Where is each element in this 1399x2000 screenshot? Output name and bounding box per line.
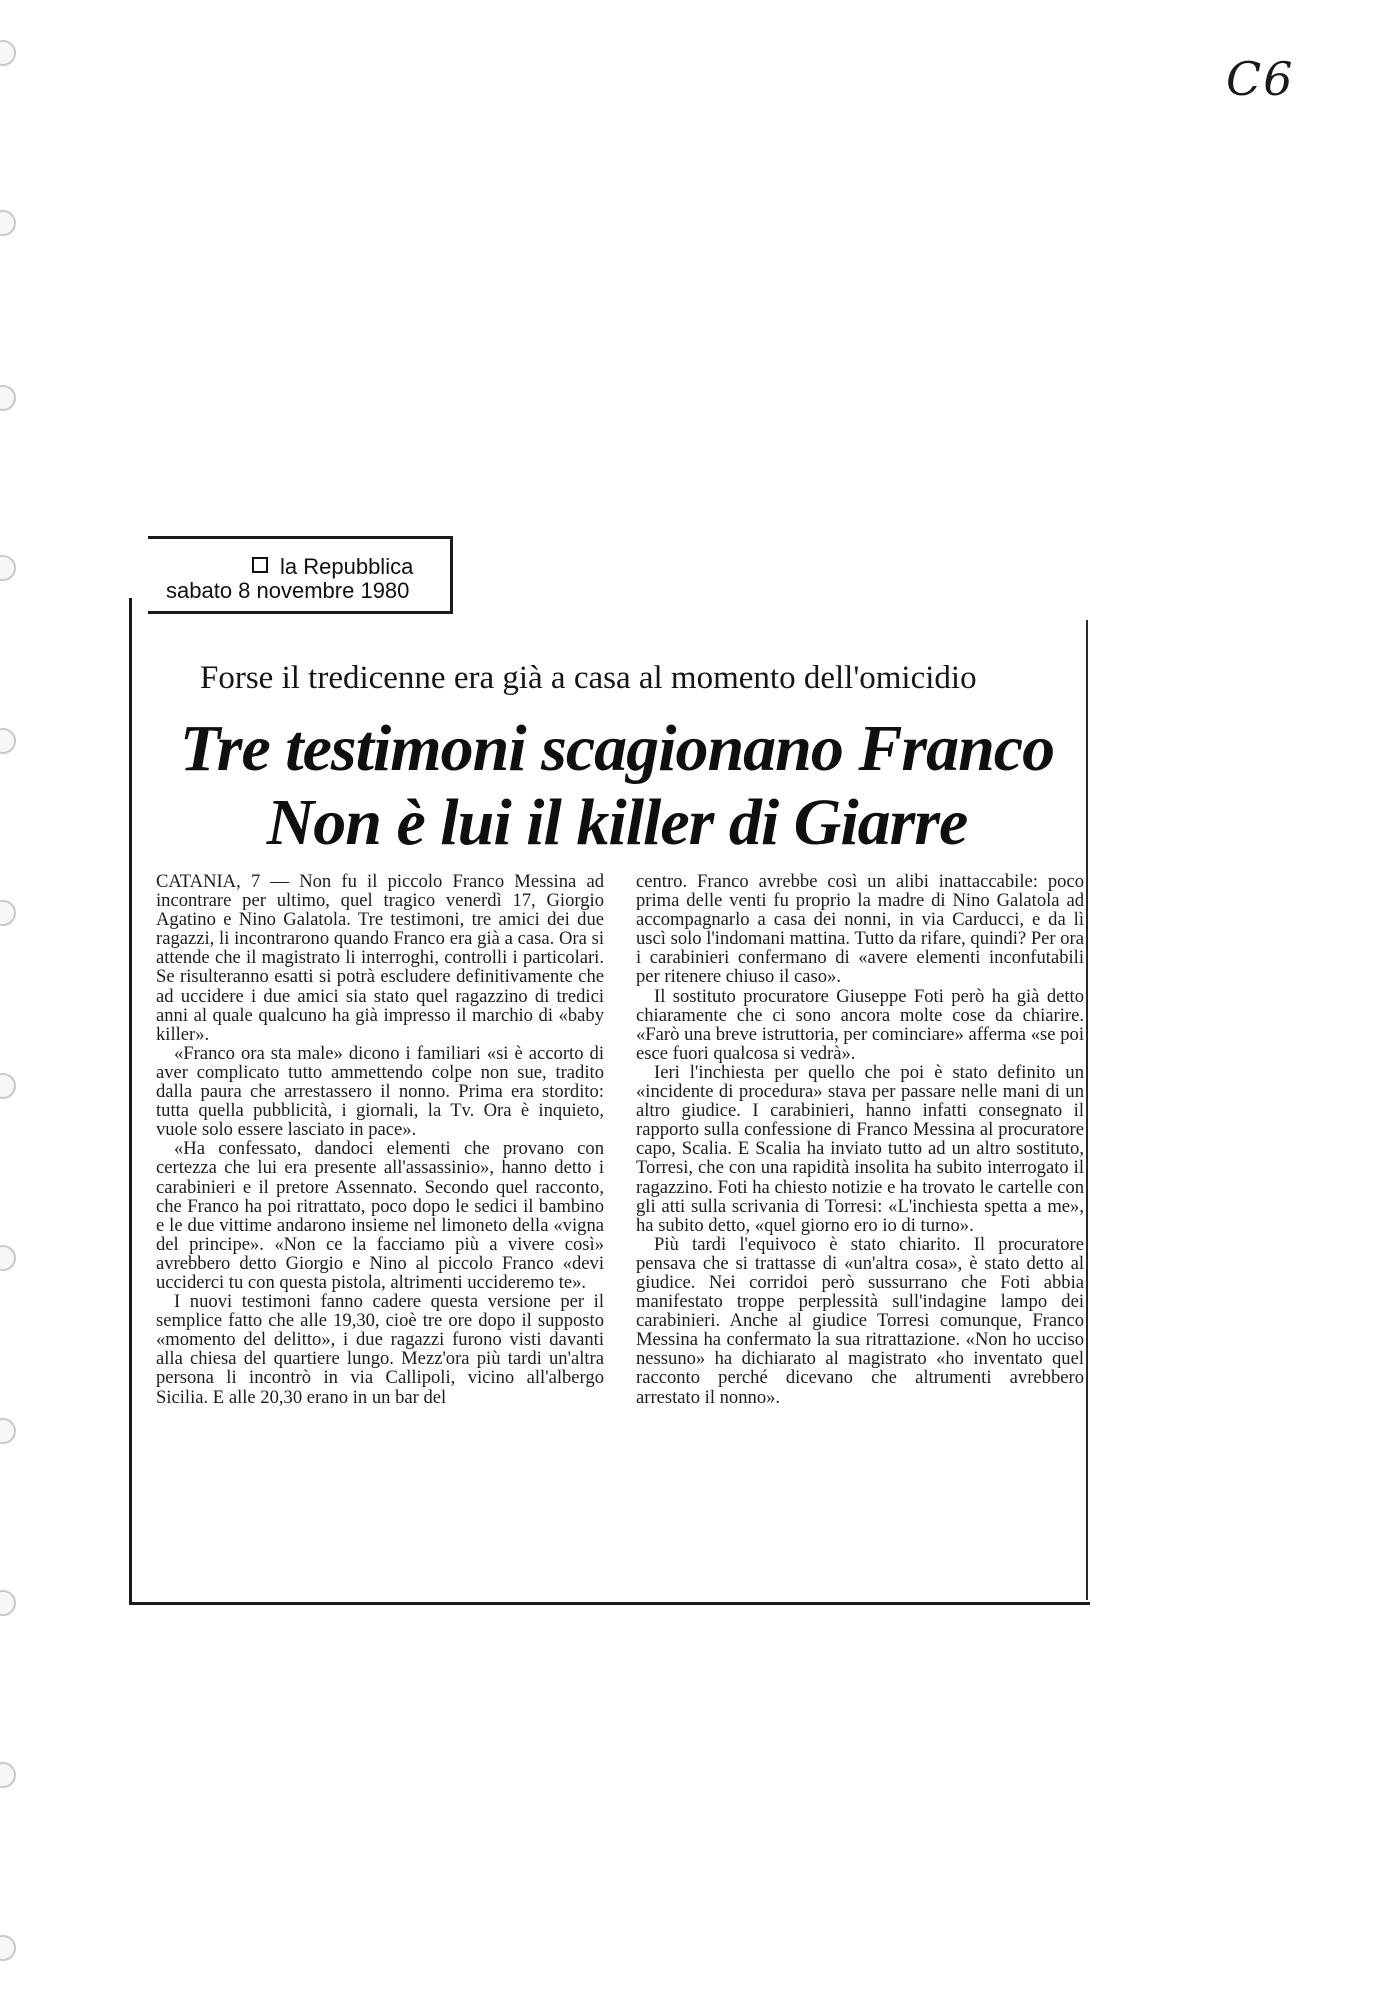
punch-hole — [0, 555, 16, 581]
headline-line-2: Non è lui il killer di Giarre — [266, 786, 968, 859]
newspaper-name: la Repubblica — [280, 554, 414, 579]
punch-hole — [0, 900, 16, 926]
square-bullet-icon — [252, 557, 268, 573]
paragraph: CATANIA, 7 — Non fu il piccolo Franco Messina ad incontrare per ultimo, quel tragico venerdì 17, Giorgio Agatino e Nino Galatola. Tre testimoni, tre amici dei due ragazzi, li incontrarono quando Franco era già a casa. Ora si attende che il magistrato li interroghi, controlli i particolari. Se risulteranno esatti si potrà escludere definitivamente che ad uccidere i due amici sia stato quel ragazzino di tredici anni al quale qualcuno ha già impresso il marchio di «baby killer». — [156, 871, 604, 1045]
punch-hole — [0, 1073, 16, 1099]
paragraph: «Franco ora sta male» dicono i familiari «si è accorto di aver complicato tutto ammettendo colpe non sue, tradito dalla paura che arrestassero il nonno. Prima era stordito: tutta quella pubblicità, i giornali, la Tv. Ora è inquieto, vuole solo essere lasciato in pace». — [156, 1042, 604, 1141]
paragraph: «Ha confessato, dandoci elementi che provano con certezza che lui era presente all'assassinio», hanno detto i carabinieri e il pretore Assennato. Secondo quel racconto, che Franco ha poi ritrattato, poco dopo le sedici il bambino e le due vittime andarono insieme nel limoneto della «vigna del principe». «Non ce la facciamo più a vivere così» avrebbero detto Giorgio e Nino al piccolo Franco «devi ucciderci tu con questa pistola, altrimenti uccideremo te». — [156, 1138, 604, 1293]
punch-hole — [0, 40, 16, 66]
source-date: sabato 8 novembre 1980 — [166, 578, 410, 603]
punch-hole — [0, 1418, 16, 1444]
paragraph: Più tardi l'equivoco è stato chiarito. Il procuratore pensava che si trattasse di «un'altra cosa», è stato detto al giudice. Nei corridoi però sussurrano che Foti abbia manifestato troppe perplessità sull'indagine lampo dei carabinieri. Anche al giudice Torresi comunque, Franco Messina ha confermato la sua ritrattazione. «Non ho ucciso nessuno» ha dichiarato al magistrato «ho inventato quel racconto perché dicevano che altrumenti avrebbero arrestato il nonno». — [636, 1233, 1084, 1408]
punch-hole — [0, 728, 16, 754]
paragraph: I nuovi testimoni fanno cadere questa versione per il semplice fatto che alle 19,30, cioè tre ore dopo il supposto «momento del delitto», i due ragazzi furono visti davanti alla chiesa del quartiere lungo. Mezz'ora più tardi un'altra persona li incontrò in via Callipoli, vicino all'albergo Sicilia. E alle 20,30 erano in un bar del — [156, 1291, 604, 1408]
article-column-right — [636, 872, 1084, 1407]
paragraph: Il sostituto procuratore Giuseppe Foti però ha già detto chiaramente che ci sono ancora molte cose da chiarire. «Farò una breve istruttoria, per cominciare» afferma «se poi esce fuori qualcosa si vedrà». — [636, 985, 1084, 1064]
punch-hole — [0, 1762, 16, 1788]
headline-line-1: Tre testimoni scagionano Franco — [179, 712, 1055, 785]
handwritten-annotation: C6 — [1226, 52, 1295, 106]
punch-hole — [0, 1590, 16, 1616]
paragraph: Ieri l'inchiesta per quello che poi è stato definito un «incidente di procedura» stava per passare nelle mani di un altro giudice. I carabinieri, hanno infatti consegnato il rapporto sulla confessione di Franco Messina al procuratore capo, Scalia. E Scalia ha inviato tutto ad un altro sostituto, Torresi, che con una rapidità insolita ha subito interrogato il ragazzino. Foti ha chiesto notizie e ha trovato le cartelle con gli atti sulla scrivania di Torresi: «L'inchiesta spetta a me», ha subito detto, «quel giorno ero io di turno». — [636, 1061, 1084, 1236]
punch-hole — [0, 1935, 16, 1961]
punch-hole — [0, 385, 16, 411]
paragraph: centro. Franco avrebbe così un alibi inattaccabile: poco prima delle venti fu proprio la madre di Nino Galatola ad accompagnarlo a casa dei nonni, in via Carducci, e da lì uscì solo l'indomani mattina. Tutto da rifare, quindi? Per ora i carabinieri confermano di «avere elementi inconfutabili per ritenere chiuso il caso». — [636, 871, 1084, 988]
article-kicker: Forse il tredicenne era già a casa al momento dell'omicidio — [200, 660, 977, 696]
article-column-left — [156, 872, 604, 1407]
clipping-right-edge — [1086, 620, 1088, 1600]
source-newspaper — [252, 554, 413, 580]
punch-hole — [0, 1245, 16, 1271]
punch-hole — [0, 210, 16, 236]
